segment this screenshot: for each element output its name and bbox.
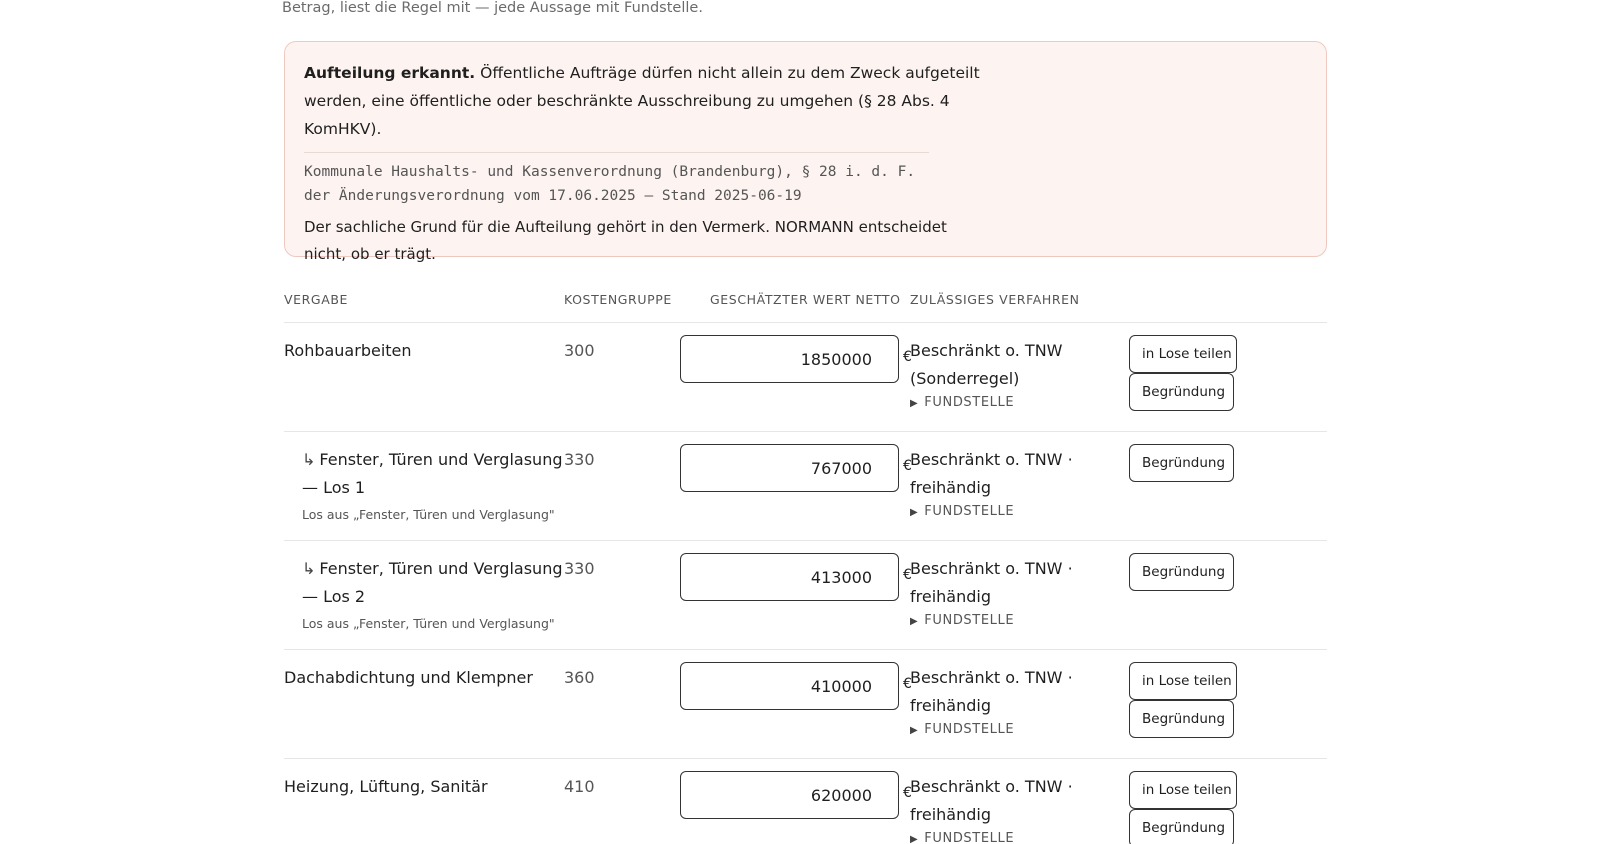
alert-divider [304,152,929,153]
fundstelle-toggle[interactable]: ▶ FUNDSTELLE [910,831,1015,844]
wert-input[interactable] [680,771,899,819]
lot-origin: Los aus „Fenster, Türen und Verglasung" [302,507,555,522]
verfahren-value: Beschränkt o. TNW · freihändig [910,559,1073,606]
wert-input[interactable] [680,662,899,710]
alert-note: Der sachliche Grund für die Aufteilung gehört in den Vermerk. NORMANN entscheidet nicht, ob er trägt. [304,218,947,263]
kostengruppe-value: 410 [564,777,595,796]
verfahren-value: Beschränkt o. TNW (Sonderregel) [910,341,1063,388]
row-actions [1129,444,1234,482]
reason-button[interactable]: Begründung [1129,444,1234,482]
triangle-right-icon: ▶ [910,616,919,627]
split-lots-button[interactable]: in Lose teilen [1129,662,1237,700]
intro-text: Betrag, liest die Regel mit — jede Aussage mit Fundstelle. [282,0,703,16]
triangle-right-icon: ▶ [910,725,919,736]
kostengruppe-value: 330 [564,450,595,469]
alert-source [304,160,964,208]
header-verfahren: ZULÄSSIGES VERFAHREN [910,292,1080,307]
fundstelle-toggle[interactable]: ▶ FUNDSTELLE [910,504,1015,519]
sub-arrow-icon: ↳ [302,450,316,469]
header-wert: GESCHÄTZTER WERT NETTO [710,292,901,307]
header-vergabe: VERGABE [284,292,349,307]
reason-button[interactable]: Begründung [1129,373,1234,411]
currency-label: € [903,785,912,801]
verfahren-value: Beschränkt o. TNW · freihändig [910,777,1073,824]
table-row [284,650,1327,759]
alert-source-line-1: Kommunale Haushalts- und Kassenverordnung (Brandenburg), § 28 i. d. F. [304,164,916,180]
table-row [284,432,1327,541]
alert-body: Öffentliche Aufträge dürfen nicht allein zu dem Zweck aufgeteilt werden, eine öffentliche oder beschränkte Ausschreibung zu umgehen (§ 28 Abs. 4 KomHKV). [304,64,980,138]
alert-title: Aufteilung erkannt. [304,64,476,82]
vergabe-name: Heizung, Lüftung, Sanitär [284,777,488,796]
sub-arrow-icon: ↳ [302,559,316,578]
procurement-table [284,289,1327,844]
split-warning-alert [284,41,1327,263]
currency-label: € [903,676,912,692]
kostengruppe-value: 360 [564,668,595,687]
triangle-right-icon: ▶ [910,398,919,409]
kostengruppe-value: 300 [564,341,595,360]
reason-button[interactable]: Begründung [1129,809,1234,844]
triangle-right-icon: ▶ [910,834,919,844]
lot-origin: Los aus „Fenster, Türen und Verglasung" [302,616,555,631]
vergabe-name: Rohbauarbeiten [284,341,412,360]
verfahren-value: Beschränkt o. TNW · freihändig [910,668,1073,715]
table-row [284,759,1327,844]
wert-input[interactable] [680,553,899,601]
kostengruppe-value: 330 [564,559,595,578]
currency-label: € [903,458,912,474]
alert-source-line-2: der Änderungsverordnung vom 17.06.2025 — Stand 2025-06-19 [304,188,802,204]
row-actions [1129,553,1234,591]
split-lots-button[interactable]: in Lose teilen [1129,771,1237,809]
table-row [284,323,1327,432]
table-row [284,541,1327,650]
currency-label: € [903,349,912,365]
vergabe-name: Dachabdichtung und Klempner [284,668,533,687]
table-header [284,289,1327,323]
wert-input[interactable] [680,444,899,492]
row-actions [1129,771,1237,844]
split-lots-button[interactable]: in Lose teilen [1129,335,1237,373]
currency-label: € [903,567,912,583]
fundstelle-toggle[interactable]: ▶ FUNDSTELLE [910,395,1015,410]
vergabe-name: ↳ Fenster, Türen und Verglasung — Los 1 Los aus „Fenster, Türen und Verglasung" [302,450,563,522]
fundstelle-toggle[interactable]: ▶ FUNDSTELLE [910,613,1015,628]
alert-message [304,59,1024,143]
wert-input[interactable] [680,335,899,383]
triangle-right-icon: ▶ [910,507,919,518]
row-actions [1129,335,1237,411]
verfahren-value: Beschränkt o. TNW · freihändig [910,450,1073,497]
row-actions [1129,662,1237,738]
fundstelle-toggle[interactable]: ▶ FUNDSTELLE [910,722,1015,737]
reason-button[interactable]: Begründung [1129,700,1234,738]
header-kostengruppe: KOSTENGRUPPE [564,292,672,307]
reason-button[interactable]: Begründung [1129,553,1234,591]
vergabe-name: ↳ Fenster, Türen und Verglasung — Los 2 Los aus „Fenster, Türen und Verglasung" [302,559,563,631]
